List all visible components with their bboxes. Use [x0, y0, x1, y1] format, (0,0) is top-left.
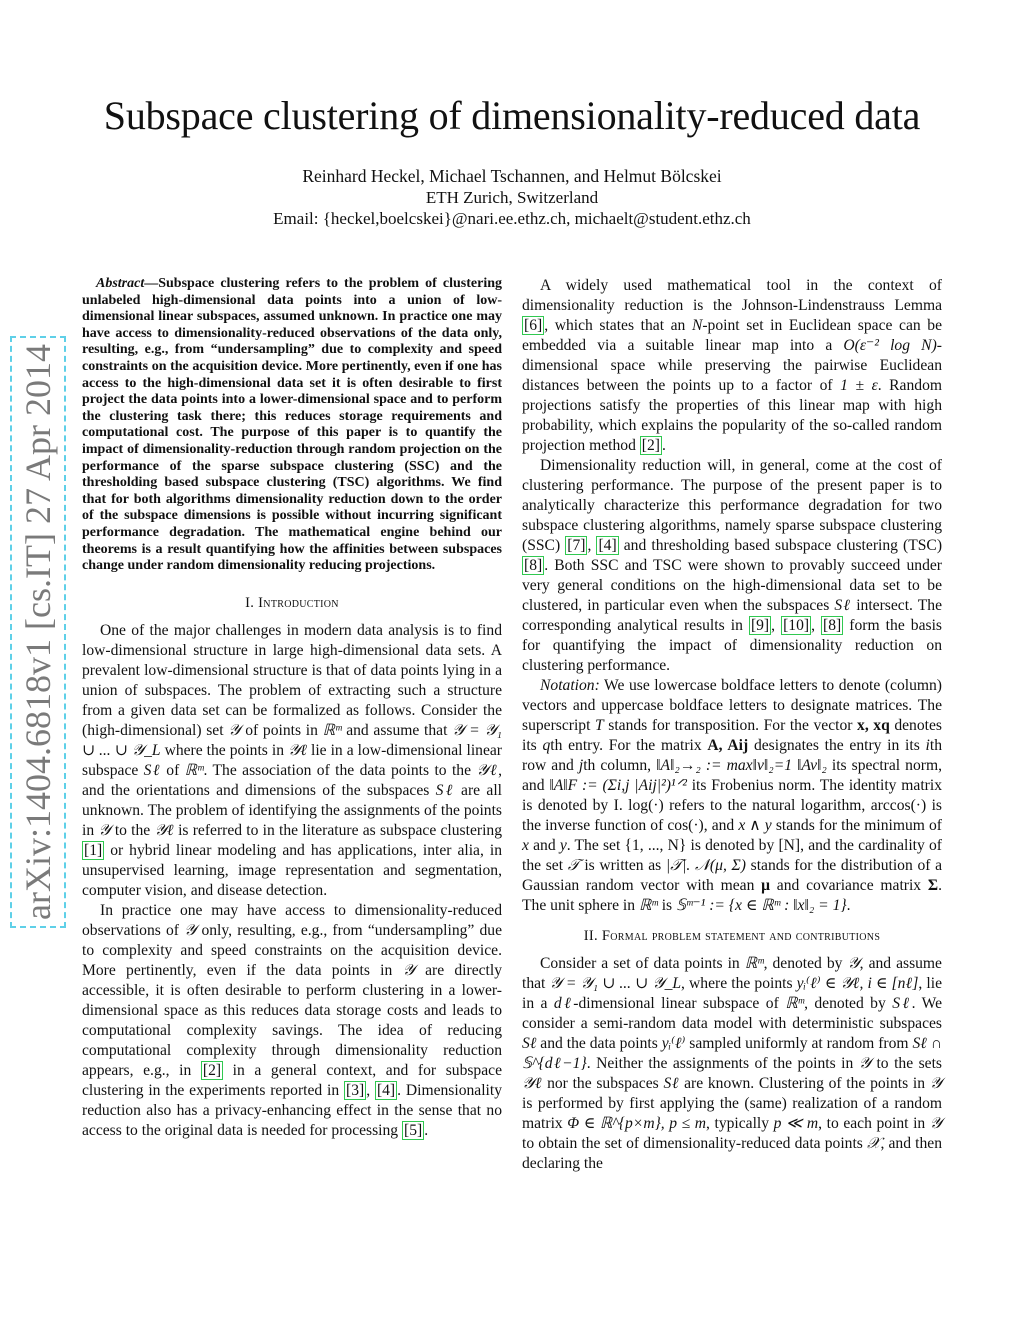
citation-link[interactable]: [9] — [750, 617, 770, 634]
affiliation: ETH Zurich, Switzerland — [425, 188, 599, 207]
notation-label: Notation: — [540, 677, 600, 694]
citation-link[interactable]: [10] — [783, 617, 810, 634]
left-column — [82, 276, 502, 1141]
citation-link[interactable]: [3] — [346, 1081, 365, 1099]
right-paragraph-2: Dimensionality reduction will, in general, come at the cost of clustering performance. The purpose of the present paper is to analytically characterize this performance degradation for two subspace clustering algorithms, namely sparse subspace clustering (SSC) [7] , [4] and thresholding based subspace clustering (TSC) [8] . Both SSC and TSC were shown to provably succeed under very general conditions on the high-dimensional data set to be clustered, in particular even when the subspaces Sℓ intersect. The corresponding analytical results in [9] , [10] , [8] form the basis for quantifying the impact of dimensionality reduction on clustering performance. — [522, 457, 943, 674]
citation-link[interactable]: [4] — [598, 537, 617, 554]
arxiv-sidebar[interactable] — [10, 336, 66, 928]
email: Email: {heckel,boelcskei}@nari.ee.ethz.ch, michaelt@student.ethz.ch — [273, 209, 751, 228]
arxiv-id: arXiv:1404.6818v1 [cs.IT] 27 Apr 2014 — [18, 344, 58, 920]
citation-link[interactable]: [4] — [376, 1081, 396, 1099]
abstract-text: —Subspace clustering refers to the problem of clustering unlabeled high-dimensional data points into a union of low-dimensional linear subspaces, assumed unknown. In practice one may have access to dimensionality-reduced observations of the data only, resulting, e.g., from “undersampling” due to complexity and speed constraints on the acquisition device. More pertinently, even if one has access to the high-dimensional data set it is often desirable to first project the data points into a lower-dimensional space and to perform the clustering task there; this reduces storage requirements and computational cost. The purpose of this paper is to quantify the impact of dimensionality-reduction through random projection on the performance of the sparse subspace clustering (SSC) and the thresholding based subspace clustering (TSC) algorithms. We find that for both algorithms dimensionality reduction down to the order of the subspace dimensions is possible without incurring significant performance degradation. The mathematical engine behind our theorems is a result quantifying how the affinities between subspaces change under random dimensionality reducing projections. — [82, 276, 502, 574]
formal-paragraph-1: Consider a set of data points in ℝᵐ, denoted by 𝒴, and assume that 𝒴 = 𝒴₁ ∪ ... ∪ 𝒴_L, where the points yᵢ⁽ℓ⁾ ∈ 𝒴ℓ, i ∈ [nℓ], lie in a dℓ-dimensional linear subspace of ℝᵐ, denoted by Sℓ. We consider a semi-random data model with deterministic subspaces Sℓ and the data points yᵢ⁽ℓ⁾ sampled uniformly at random from Sℓ ∩ 𝕊^{dℓ−1}. Neither the assignments of the points in 𝒴 to the sets 𝒴ℓ nor the subspaces Sℓ are known. Clustering of the points in 𝒴 is performed by first applying the (same) realization of a random matrix Φ ∈ ℝ^{p×m}, p ≤ m, typically p ≪ m, to each point in 𝒴 to obtain the set of dimensionality-reduced data points 𝒳, and then declaring the — [522, 955, 943, 1172]
paper-title: Subspace clustering of dimensionality-reduced data — [103, 93, 921, 138]
notation-paragraph: Notation: We use lowercase boldface letters to denote (column) vectors and uppercase boldface letters to designate matrices. The superscript T stands for transposition. For the vector x, xq denotes its qth entry. For the matrix A, Aij designates the entry in its ith row and jth column, ‖A‖₂→₂ := max‖v‖₂=1 ‖Av‖₂ its spectral norm, and ‖A‖F := (Σi,j |Aij|²)¹ᐟ² its Frobenius norm. The identity matrix is denoted by I. log(·) refers to the natural logarithm, arccos(·) is the inverse function of cos(·), and x ∧ y stands for the minimum of x and y. The set {1, ..., N} is denoted by [N], and the cardinality of the set 𝒯 is written as |𝒯|. 𝒩(μ, Σ) stands for the distribution of a Gaussian random vector with mean μ and covariance matrix Σ. The unit sphere in ℝᵐ is 𝕊ᵐ⁻¹ := {x ∈ ℝᵐ : ‖x‖₂ = 1}. — [522, 677, 943, 914]
authors: Reinhard Heckel, Michael Tschannen, and Helmut Bölcskei — [302, 166, 722, 186]
intro-paragraph-2: In practice one may have access to dimensionality-reduced observations of 𝒴 only, resulting, e.g., from “undersampling” due to complexity and speed constraints on the acquisition device. More pertinently, even if the data points in 𝒴 are directly accessible, it is often desirable to perform clustering in a lower-dimensional space as this reduces data storage costs and leads to computational complexity savings. The idea of reducing computational complexity through dimensionality reduction appears, e.g., in [2] in a general context, and for subspace clustering in the experiments reported in [3] , [4] . Dimensionality reduction also has a privacy-enhancing effect in the sense that no access to the original data is needed for processing [5] . — [82, 901, 503, 1139]
intro-paragraph-1: One of the major challenges in modern data analysis is to find low-dimensional structure in large high-dimensional data sets. A prevalent low-dimensional structure is that of data points lying in a union of subspaces. The problem of extracting such a structure from a given data set can be formalized as follows. Consider the (high-dimensional) set 𝒴 of points in ℝᵐ and assume that 𝒴 = 𝒴₁ ∪ ... ∪ 𝒴_L where the points in 𝒴ℓ lie in a low-dimensional linear subspace Sℓ of ℝᵐ. The association of the data points to the 𝒴ℓ, and the orientations and dimensions of the subspaces Sℓ are all unknown. The problem of identifying the assignments of the points in 𝒴 to the 𝒴ℓ is referred to in the literature as subspace clustering [1] or hybrid linear modeling and has applications, inter alia, in unsupervised learning, image representation and segmentation, computer vision, and disease detection. — [82, 621, 502, 899]
citation-link[interactable]: [8] — [524, 557, 543, 574]
citation-link[interactable]: [1] — [84, 841, 103, 859]
citation-link[interactable]: [2] — [641, 437, 660, 454]
section-heading-introduction: I. Introduction — [245, 594, 339, 611]
citation-link[interactable]: [5] — [404, 1121, 423, 1139]
citation-link[interactable]: [8] — [823, 617, 842, 634]
citation-link[interactable]: [2] — [202, 1061, 222, 1079]
citation-link[interactable]: [6] — [524, 317, 543, 334]
abstract-label: Abstract — [96, 276, 145, 291]
abstract — [82, 276, 502, 575]
right-column — [522, 276, 942, 1174]
right-paragraph-1: A widely used mathematical tool in the context of dimensionality reduction is the Johnson-Lindenstrauss Lemma [6] , which states that an N-point set in Euclidean space can be embedded via a suitable linear map into a O(ε⁻² log N)-dimensional space while preserving the pairwise Euclidean distances between the points up to a factor of 1 ± ε. Random projections satisfy the properties of this linear map with high probability, which explains the popularity of the so-called random projection method [2] . — [522, 277, 942, 454]
citation-link[interactable]: [7] — [567, 537, 586, 554]
section-heading-formal-problem: II. Formal problem statement and contributions — [583, 928, 881, 944]
